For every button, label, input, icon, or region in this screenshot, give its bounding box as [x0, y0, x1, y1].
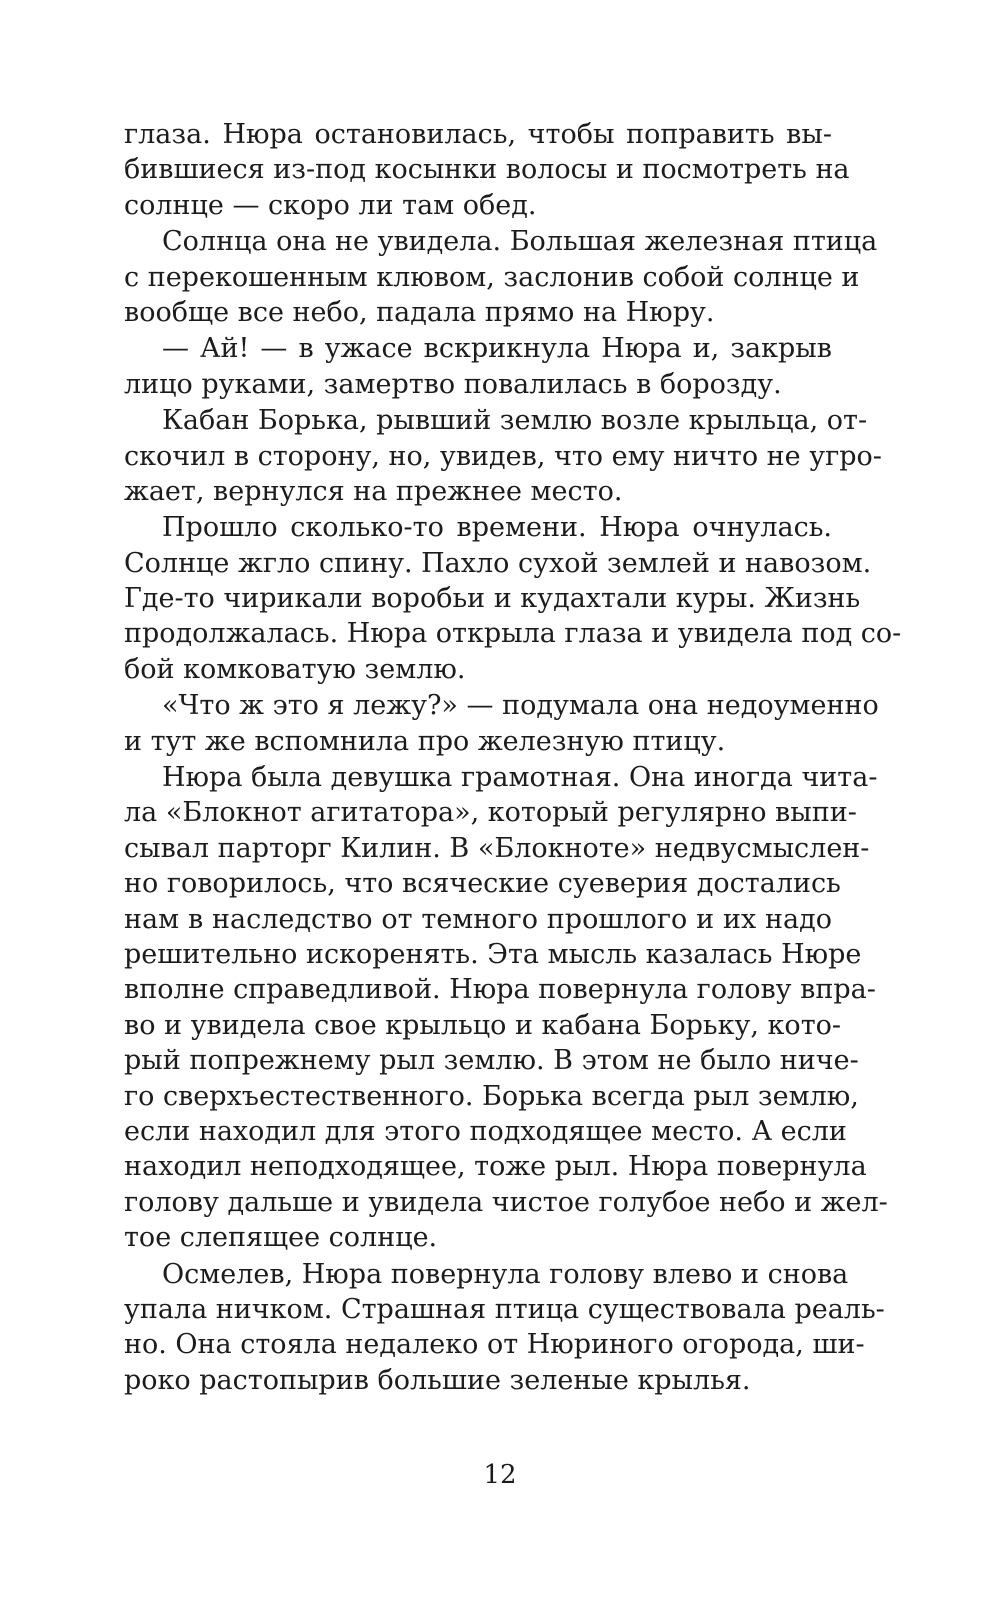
- paragraph: [124, 403, 882, 509]
- text-line: с перекошенным клювом, заслонив собой солнце и: [124, 261, 860, 293]
- text-line: глаза. Нюра остановилась, чтобы поправить вы-: [124, 119, 832, 150]
- page-number: 12: [483, 1460, 517, 1490]
- text-line: Кабан Борька, рывший землю возле крыльца, от-: [162, 405, 868, 437]
- text-line: рый попрежнему рыл землю. В этом не было ниче-: [124, 1045, 859, 1077]
- paragraph: [124, 331, 832, 402]
- text-line: Нюра была девушка грамотная. Она иногда чита-: [162, 762, 878, 794]
- paragraph: [124, 688, 879, 759]
- text-line: но. Она стояла недалеко от Нюриного огорода, ши-: [124, 1329, 865, 1361]
- text-line: но говорилось, что всяческие суеверия достались: [124, 868, 841, 900]
- text-line: го сверхъестественного. Борька всегда рыл землю,: [124, 1080, 859, 1112]
- text-line: лицо руками, замертво повалилась в борозду.: [124, 368, 782, 400]
- text-line: голову дальше и увидела чистое голубое небо и жел-: [124, 1186, 888, 1218]
- paragraph: [124, 760, 888, 1255]
- text-line: жает, вернулся на прежнее место.: [124, 475, 623, 507]
- text-line: Прошло сколько-то времени. Нюра очнулась.: [162, 512, 832, 544]
- body-text: [124, 117, 902, 1399]
- text-line: продолжалась. Нюра открыла глаза и увидела под со-: [124, 618, 902, 650]
- text-line: бившиеся из-под косынки волосы и посмотреть на: [124, 154, 850, 186]
- text-line: упала ничком. Страшная птица существовала реаль-: [124, 1293, 885, 1325]
- text-line: во и увидела свое крыльцо и кабана Борьку, кото-: [124, 1009, 842, 1041]
- text-line: решительно искоренять. Эта мысль казалась Нюре: [124, 938, 862, 970]
- text-line: Солнца она не увидела. Большая железная птица: [162, 226, 878, 258]
- text-line: вообще все небо, падала прямо на Нюру.: [124, 296, 715, 328]
- paragraph: [124, 510, 902, 687]
- text-line: сывал парторг Килин. В «Блокноте» недвусмыслен-: [124, 832, 870, 864]
- text-line: если находил для этого подходящее место. А если: [124, 1115, 847, 1147]
- text-line: ла «Блокнот агитатора», который регулярно выпи-: [124, 797, 857, 829]
- text-line: тое слепящее солнце.: [124, 1222, 438, 1254]
- text-line: находил неподходящее, тоже рыл. Нюра повернула: [124, 1151, 867, 1183]
- paragraph: [124, 1257, 885, 1399]
- text-line: Солнце жгло спину. Пахло сухой землей и навозом.: [124, 547, 872, 579]
- text-line: солнце — скоро ли там обед.: [124, 189, 537, 221]
- text-line: нам в наследство от темного прошлого и их надо: [124, 903, 832, 935]
- text-line: бой комковатую землю.: [124, 653, 466, 685]
- text-line: и тут же вспомнила про железную птицу.: [124, 725, 726, 757]
- text-line: Осмелев, Нюра повернула голову влево и снова: [162, 1258, 849, 1290]
- text-line: — Ай! — в ужасе вскрикнула Нюра и, закрыв: [162, 333, 832, 365]
- text-line: вполне справедливой. Нюра повернула голову впра-: [124, 974, 876, 1006]
- text-line: роко растопырив большие зеленые крылья.: [124, 1364, 751, 1396]
- paragraph: [124, 224, 878, 330]
- text-line: Где-то чирикали воробьи и кудахтали куры. Жизнь: [124, 583, 861, 615]
- text-line: скочил в сторону, но, увидев, что ему ничто не угро-: [124, 440, 882, 472]
- text-line: «Что ж это я лежу?» — подумала она недоуменно: [162, 690, 879, 722]
- paragraph: [124, 117, 850, 223]
